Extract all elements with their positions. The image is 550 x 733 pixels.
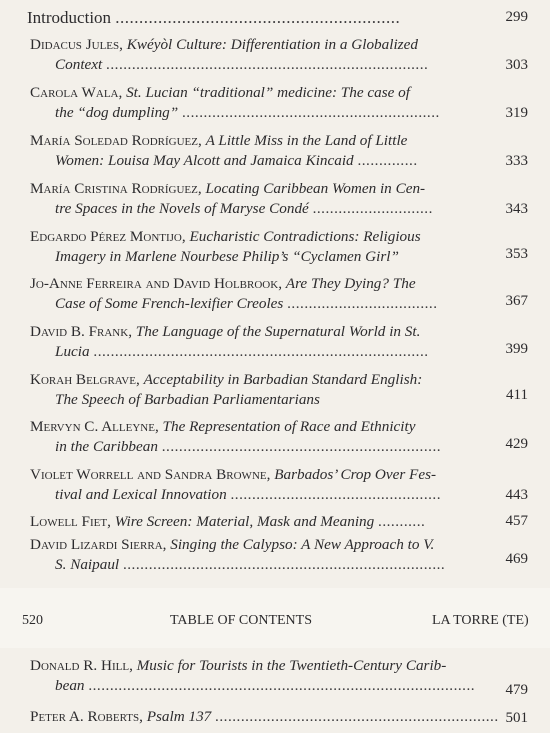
entry-page-number: 333 xyxy=(505,153,528,169)
entry-title-continued: Imagery in Marlene Nourbese Philip’s “Cyclamen Girl” xyxy=(55,248,399,265)
entry-dots: ........... xyxy=(378,513,426,530)
entry-page-number: 501 xyxy=(505,710,528,726)
entry-title-continued: tre Spaces in the Novels of Maryse Condé xyxy=(55,200,309,217)
entry-dots: .............................................................................. xyxy=(93,343,429,360)
entry-author: David Lizardi Sierra xyxy=(30,536,163,553)
entry-author: Jo-Anne Ferreira and David Holbrook xyxy=(30,275,279,292)
toc-entry: Donald R. Hill, Music for Tourists in the Twentieth-Century Carib- bean .......................................................................................... 479 xyxy=(30,657,528,698)
entry-title-continued: The Speech of Barbadian Parliamentarians xyxy=(55,391,320,408)
toc-entry: Lowell Fiet, Wire Screen: Material, Mask and Meaning ........... 457 xyxy=(30,513,528,530)
entry-title: Barbados’ Crop Over Fes- xyxy=(274,466,437,483)
entry-title: The Representation of Race and Ethnicity xyxy=(162,418,416,435)
entry-author: Edgardo Pérez Montijo xyxy=(30,228,182,245)
entry-page-number: 399 xyxy=(505,341,528,357)
toc-entry: Didacus Jules, Kwéyòl Culture: Differentiation in a Globalized Context ........................................................................... 303 xyxy=(30,36,528,73)
entry-dots: .......................................................................................... xyxy=(88,677,476,694)
entry-author: David B. Frank xyxy=(30,323,129,340)
entry-title: A Little Miss in the Land of Little xyxy=(205,132,408,149)
entry-title: Acceptability in Barbadian Standard English: xyxy=(143,371,423,388)
toc-entry: Peter A. Roberts, Psalm 137 .................................................................. 501 xyxy=(30,708,528,726)
toc-entry: Violet Worrell and Sandra Browne, Barbados’ Crop Over Fes- tival and Lexical Innovation ................................................. 443 xyxy=(30,466,528,503)
entry-title: Singing the Calypso: A New Approach to V. xyxy=(170,536,435,553)
entry-page-number: 479 xyxy=(505,682,528,698)
entry-dots: ................................... xyxy=(287,295,438,312)
toc-entry: David Lizardi Sierra, Singing the Calypso: A New Approach to V. S. Naipaul ........................................................................... 469 xyxy=(30,536,528,573)
entry-author: Mervyn C. Alleyne xyxy=(30,418,155,435)
entry-dots: .................................................................. xyxy=(215,708,499,725)
entry-title-continued: the “dog dumpling” xyxy=(55,104,179,121)
entry-title: Music for Tourists in the Twentieth-Century Carib- xyxy=(136,657,447,674)
toc-entry: Korah Belgrave, Acceptability in Barbadian Standard English: The Speech of Barbadian Parliamentarians 411 xyxy=(30,371,528,408)
entry-title-continued: Women: Louisa May Alcott and Jamaica Kincaid xyxy=(55,152,354,169)
entry-page-number: 429 xyxy=(505,436,528,452)
entry-author: Peter A. Roberts xyxy=(30,708,140,725)
entry-dots: ............................ xyxy=(312,200,433,217)
entry-title: St. Lucian “traditional” medicine: The case of xyxy=(126,84,410,101)
entry-page-number: 411 xyxy=(506,387,528,403)
entry-title: Eucharistic Contradictions: Religious xyxy=(189,228,421,245)
toc-entry: María Soledad Rodríguez, A Little Miss in the Land of Little Women: Louisa May Alcott and Jamaica Kincaid .............. 333 xyxy=(30,132,528,169)
entry-title-continued: S. Naipaul xyxy=(55,556,120,573)
introduction-dots: ............................................................ xyxy=(115,8,401,27)
entry-title: Are They Dying? The xyxy=(285,275,416,292)
entry-page-number: 469 xyxy=(505,551,528,567)
entry-author: María Cristina Rodríguez xyxy=(30,180,198,197)
entry-title: Wire Screen: Material, Mask and Meaning xyxy=(114,513,375,530)
entry-dots: ........................................................................... xyxy=(106,56,429,73)
entry-author: María Soledad Rodríguez xyxy=(30,132,198,149)
entry-page-number: 367 xyxy=(505,293,528,309)
entry-title-continued: Context xyxy=(55,56,103,73)
entry-page-number: 353 xyxy=(505,246,528,262)
entry-title-continued: bean xyxy=(55,677,85,694)
entry-title: The Language of the Supernatural World in St. xyxy=(135,323,421,340)
toc-entry: David B. Frank, The Language of the Supernatural World in St. Lucia .............................................................................. 399 xyxy=(30,323,528,360)
entry-page-number: 303 xyxy=(505,57,528,73)
entry-dots: ............................................................ xyxy=(182,104,440,121)
entry-title: Psalm 137 xyxy=(146,708,212,725)
toc-entry: Edgardo Pérez Montijo, Eucharistic Contradictions: Religious Imagery in Marlene Nourbese Philip’s “Cyclamen Girl” 353 xyxy=(30,228,528,265)
entry-title: Locating Caribbean Women in Cen- xyxy=(205,180,426,197)
entry-author: Donald R. Hill xyxy=(30,657,130,674)
entry-page-number: 319 xyxy=(505,105,528,121)
entry-title-continued: Lucia xyxy=(55,343,90,360)
entry-author: Carola Wala xyxy=(30,84,119,101)
entry-title-continued: in the Caribbean xyxy=(55,438,158,455)
introduction-page-number: 299 xyxy=(505,9,528,25)
entry-dots: ................................................. xyxy=(230,486,442,503)
entry-title-continued: Case of Some French-lexifier Creoles xyxy=(55,295,284,312)
toc-entry: María Cristina Rodríguez, Locating Caribbean Women in Cen- tre Spaces in the Novels of Maryse Condé ............................ 343 xyxy=(30,180,528,217)
running-head-page-number: 520 xyxy=(22,613,43,628)
entry-title-continued: tival and Lexical Innovation xyxy=(55,486,227,503)
entry-title: Kwéyòl Culture: Differentiation in a Globalized xyxy=(126,36,418,53)
entry-page-number: 443 xyxy=(505,487,528,503)
toc-entry: Jo-Anne Ferreira and David Holbrook, Are They Dying? The Case of Some French-lexifier Creoles ................................... 367 xyxy=(30,275,528,312)
running-head-title: TABLE OF CONTENTS xyxy=(170,613,312,628)
toc-entry: Carola Wala, St. Lucian “traditional” medicine: The case of the “dog dumpling” ............................................................ 319 xyxy=(30,84,528,121)
entry-author: Lowell Fiet xyxy=(30,513,108,530)
entry-author: Didacus Jules xyxy=(30,36,120,53)
entry-dots: ................................................................. xyxy=(161,438,442,455)
introduction-entry xyxy=(27,8,400,28)
running-head-journal: LA TORRE (TE) xyxy=(432,613,529,628)
toc-entry: Mervyn C. Alleyne, The Representation of Race and Ethnicity in the Caribbean ................................................................. 429 xyxy=(30,418,528,455)
entry-author: Korah Belgrave xyxy=(30,371,136,388)
entry-dots: .............. xyxy=(357,152,418,169)
introduction-label: Introduction xyxy=(27,8,112,27)
entry-dots: ........................................................................... xyxy=(122,556,446,573)
entry-page-number: 343 xyxy=(505,201,528,217)
entry-page-number: 457 xyxy=(505,513,528,529)
entry-author: Violet Worrell and Sandra Browne xyxy=(30,466,267,483)
